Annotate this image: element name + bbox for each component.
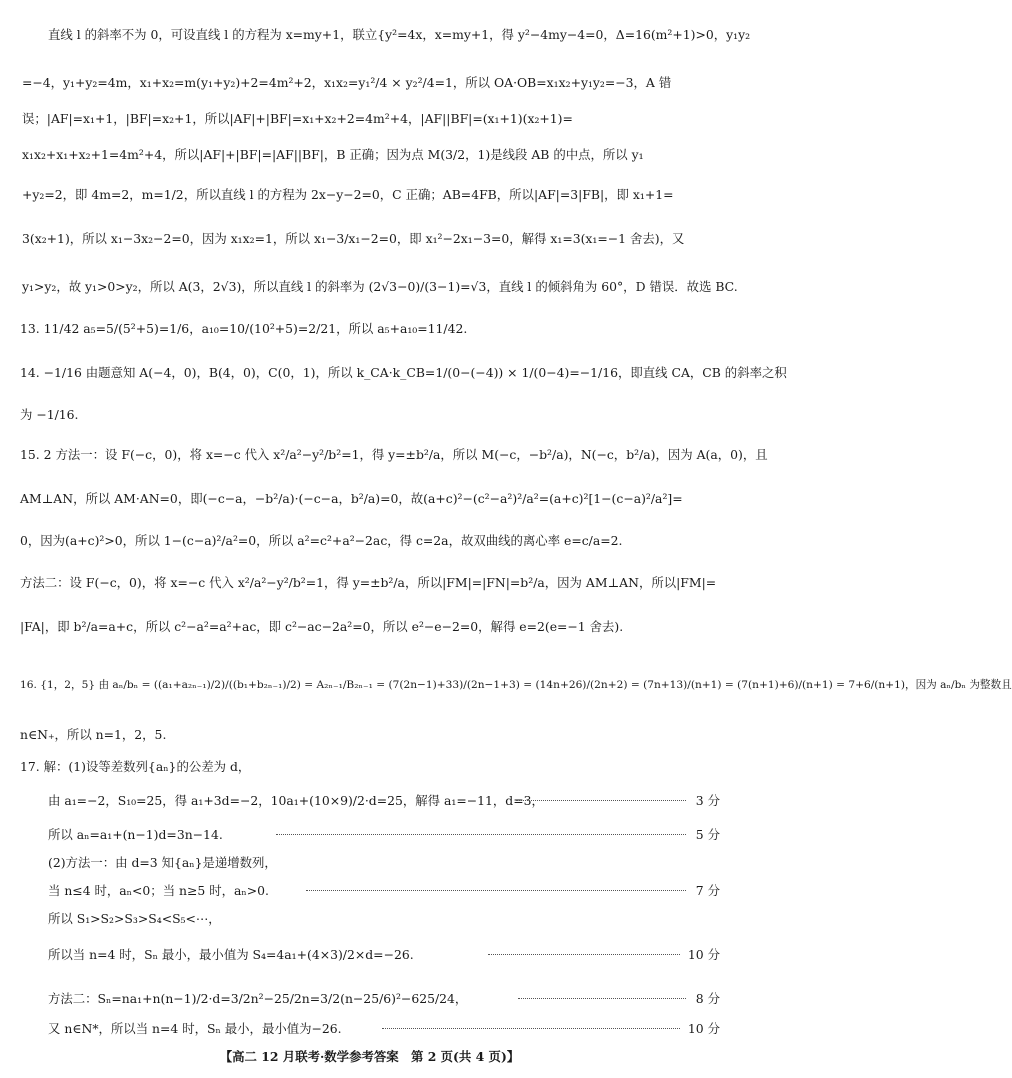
answer-14: 14. −1/16 由题意知 A(−4，0)，B(4，0)，C(0，1)，所以 k_CA·k_CB=1/(0−(−4)) × 1/(0−4)=−1/16，即直线 CA，CB 的斜率之积 [20, 365, 787, 380]
page-footer: 【高二 12 月联考·数学参考答案 第 2 页(共 4 页)】 [219, 1049, 520, 1064]
leader-dots [488, 954, 680, 955]
text-line: 方法二：设 F(−c，0)，将 x=−c 代入 x²/a²−y²/b²=1，得 y=±b²/a，所以|FM|=|FN|=b²/a，因为 AM⊥AN，所以|FM|= [20, 575, 717, 590]
answer-13: 13. 11/42 a₅=5/(5²+5)=1/6，a₁₀=10/(10²+5)=2/21，所以 a₅+a₁₀=11/42. [20, 321, 468, 336]
text-line: 0，因为(a+c)²>0，所以 1−(c−a)²/a²=0，所以 a²=c²+a²−2ac，得 c=2a，故双曲线的离心率 e=c/a=2. [20, 533, 623, 548]
step-score: 10 分 [687, 947, 720, 962]
step-text: 所以当 n=4 时，Sₙ 最小，最小值为 S₄=4a₁+(4×3)/2×d=−26. [48, 947, 414, 962]
text-line: n∈N₊，所以 n=1，2，5. [20, 727, 167, 742]
step-text: 所以 aₙ=a₁+(n−1)d=3n−14. [48, 827, 223, 842]
step-score: 8 分 [695, 991, 720, 1006]
text-line: 3(x₂+1)，所以 x₁−3x₂−2=0，因为 x₁x₂=1，所以 x₁−3/x₁−2=0，即 x₁²−2x₁−3=0，解得 x₁=3(x₁=−1 舍去)，又 [22, 231, 685, 246]
leader-dots [382, 1028, 680, 1029]
text-line: 为 −1/16. [20, 407, 79, 422]
step-score: 10 分 [687, 1021, 720, 1036]
leader-dots [518, 998, 686, 999]
answer-16: 16. {1，2，5} 由 aₙ/bₙ = ((a₁+a₂ₙ₋₁)/2)/((b₁+b₂ₙ₋₁)/2) = A₂ₙ₋₁/B₂ₙ₋₁ = (7(2n−1)+33)/(2n−1+3) = (14n+26)/(2n+2) = (7n+13)/(n+1) = (7(n+1)+6)/(n+1) = 7+6/(n+1)，因为 aₙ/bₙ 为整数且 [20, 679, 1012, 691]
step-text: 由 a₁=−2，S₁₀=25，得 a₁+3d=−2，10a₁+(10×9)/2·d=25，解得 a₁=−11，d=3， [48, 793, 544, 808]
answer-15: 15. 2 方法一：设 F(−c，0)，将 x=−c 代入 x²/a²−y²/b²=1，得 y=±b²/a，所以 M(−c，−b²/a)，N(−c，b²/a)，因为 A(a，0)，且 [20, 447, 768, 462]
leader-dots [276, 834, 686, 835]
text-line: =−4，y₁+y₂=4m，x₁+x₂=m(y₁+y₂)+2=4m²+2，x₁x₂=y₁²/4 × y₂²/4=1，所以 OA·OB=x₁x₂+y₁y₂=−3，A 错 [22, 75, 672, 90]
text-line: +y₂=2，即 4m=2，m=1/2，所以直线 l 的方程为 2x−y−2=0，C 正确；AB=4FB，所以|AF|=3|FB|，即 x₁+1= [22, 187, 674, 202]
step-text: (2)方法一：由 d=3 知{aₙ}是递增数列， [48, 855, 277, 870]
text-line: 直线 l 的斜率不为 0，可设直线 l 的方程为 x=my+1，联立{y²=4x，x=my+1，得 y²−4my−4=0，Δ=16(m²+1)>0，y₁y₂ [48, 27, 751, 42]
step-score: 5 分 [695, 827, 720, 842]
step-score: 7 分 [695, 883, 720, 898]
step-text: 又 n∈N*，所以当 n=4 时，Sₙ 最小，最小值为−26. [48, 1021, 342, 1036]
text-line: AM⊥AN，所以 AM·AN=0，即(−c−a，−b²/a)·(−c−a，b²/a)=0，故(a+c)²−(c²−a²)²/a²=(a+c)²[1−(c−a)²/a²]= [20, 491, 683, 506]
text-line: y₁>y₂，故 y₁>0>y₂，所以 A(3，2√3)，所以直线 l 的斜率为 (2√3−0)/(3−1)=√3，直线 l 的倾斜角为 60°，D 错误．故选 BC. [22, 279, 738, 294]
text-line: |FA|，即 b²/a=a+c，所以 c²−a²=a²+ac，即 c²−ac−2a²=0，所以 e²−e−2=0，解得 e=2(e=−1 舍去). [20, 619, 624, 634]
answer-17-heading: 17. 解：(1)设等差数列{aₙ}的公差为 d， [20, 759, 251, 774]
leader-dots [306, 890, 686, 891]
step-text: 当 n≤4 时，aₙ<0；当 n≥5 时，aₙ>0. [48, 883, 269, 898]
leader-dots [516, 800, 686, 801]
step-text: 方法二：Sₙ=na₁+n(n−1)/2·d=3/2n²−25/2n=3/2(n−25/6)²−625/24， [48, 991, 468, 1006]
text-line: 误；|AF|=x₁+1，|BF|=x₂+1，所以|AF|+|BF|=x₁+x₂+2=4m²+4，|AF||BF|=(x₁+1)(x₂+1)= [22, 111, 573, 126]
text-line: x₁x₂+x₁+x₂+1=4m²+4，所以|AF|+|BF|=|AF||BF|，B 正确；因为点 M(3/2，1)是线段 AB 的中点，所以 y₁ [22, 147, 644, 162]
step-score: 3 分 [695, 793, 720, 808]
step-text: 所以 S₁>S₂>S₃>S₄<S₅<⋯， [48, 911, 221, 926]
